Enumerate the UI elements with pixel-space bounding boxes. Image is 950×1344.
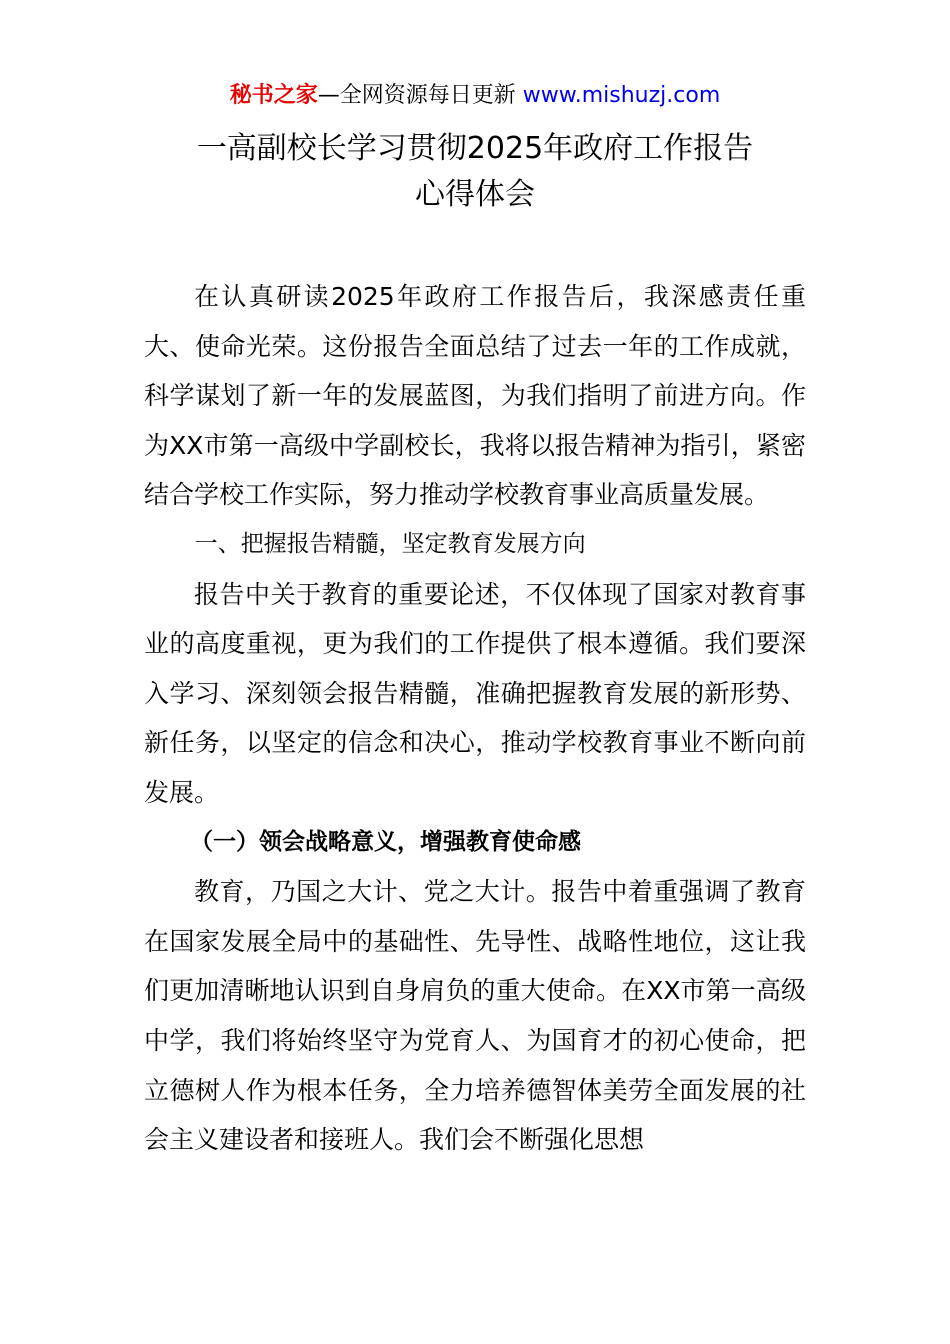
site-header [0, 80, 950, 112]
document-title [0, 126, 950, 218]
title-line-2: 心得体会 [415, 177, 535, 212]
section-paragraph: 报告中关于教育的重要论述，不仅体现了国家对教育事业的高度重视，更为我们的工作提供了根本遵循。我们要深入学习、深刻领会报告精髓，准确把握教育发展的新形势、新任务，以坚定的信念和决心，推动学校教育事业不断向前发展。 [144, 579, 806, 807]
site-tagline: —全网资源每日更新 [317, 83, 523, 108]
subsection-heading: （一）领会战略意义，增强教育使命感 [190, 828, 581, 855]
subsection-paragraph: 教育，乃国之大计、党之大计。报告中着重强调了教育在国家发展全局中的基础性、先导性、战略性地位，这让我们更加清晰地认识到自身肩负的重大使命。在XX市第一高级中学，我们将始终坚守为党育人、为国育才的初心使命，把立德树人作为根本任务，全力培养德智体美劳全面发展的社会主义建设者和接班人。我们会不断强化思想 [144, 877, 806, 1155]
site-brand: 秘书之家 [229, 83, 318, 108]
title-line-1: 一高副校长学习贯彻2025年政府工作报告 [196, 131, 754, 166]
document-body [144, 272, 806, 1165]
intro-paragraph: 在认真研读2025年政府工作报告后，我深感责任重大、使命光荣。这份报告全面总结了过去一年的工作成就，科学谋划了新一年的发展蓝图，为我们指明了前进方向。作为XX市第一高级中学副校长，我将以报告精神为指引，紧密结合学校工作实际，努力推动学校教育事业高质量发展。 [144, 282, 806, 510]
section-heading: 一、把握报告精髓，坚定教育发展方向 [194, 530, 586, 557]
site-url[interactable]: www.mishuzj.com [522, 83, 721, 108]
